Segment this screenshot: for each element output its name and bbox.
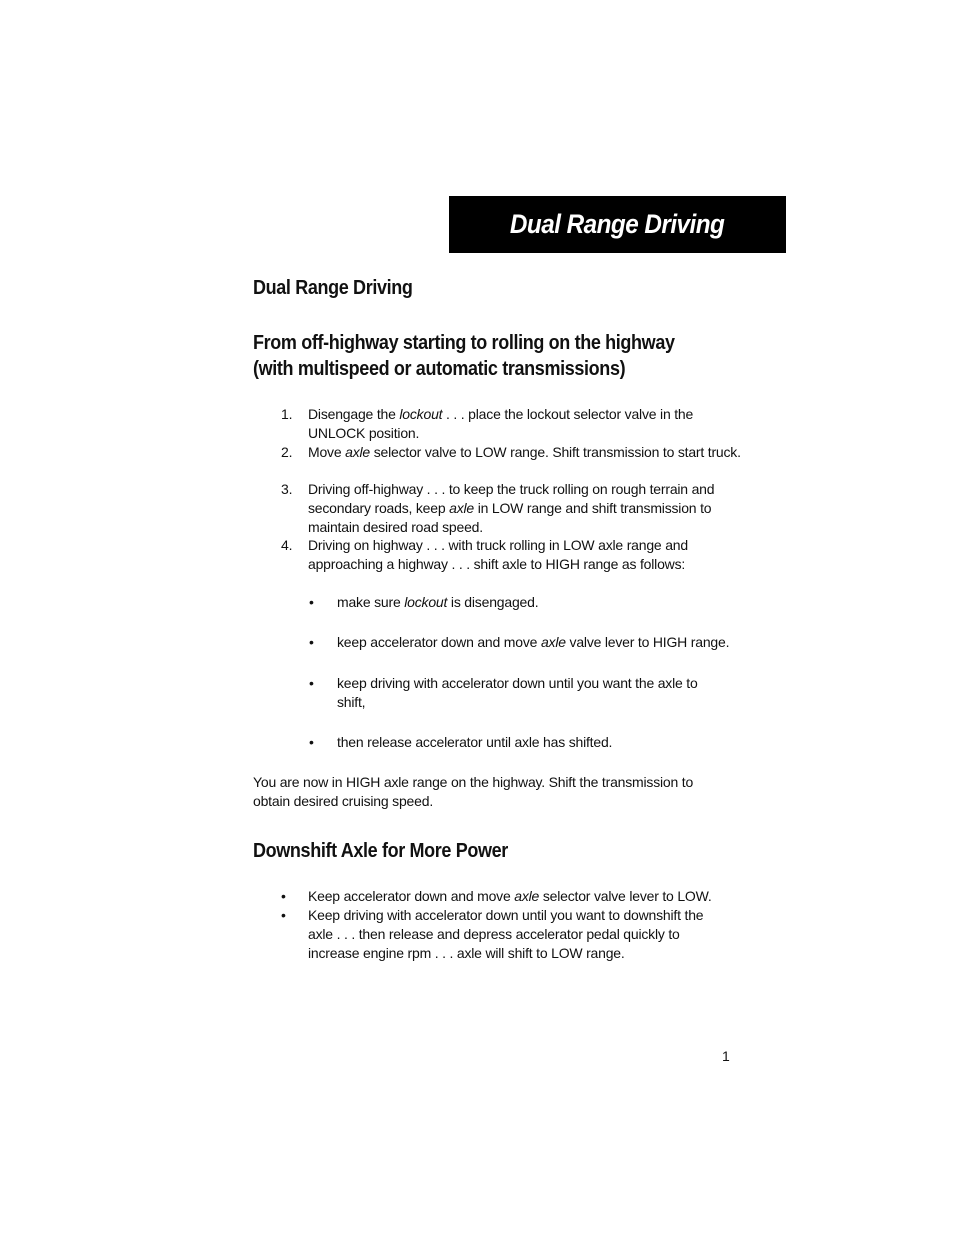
- step-emphasis: axle: [449, 500, 475, 516]
- bullet-marker: •: [309, 594, 314, 610]
- bullet-marker: •: [281, 888, 286, 904]
- bullet-text: Keep driving with accelerator down until you want to downshift the axle . . . then release and depress accelerator pedal quickly to increase engine rpm . . . axle will shift to LOW range.: [308, 907, 704, 961]
- subsection-title: [253, 330, 675, 382]
- step-item-2: [281, 443, 741, 462]
- step-number: 3.: [281, 481, 293, 497]
- sub-bullet-item-2: [309, 633, 749, 652]
- sub-bullet-item-3: [309, 674, 719, 712]
- downshift-title: Downshift Axle for More Power: [253, 840, 508, 862]
- downshift-bullet-item-2: [281, 906, 726, 963]
- bullet-emphasis: lockout: [404, 594, 448, 610]
- bullet-emphasis: axle: [514, 888, 540, 904]
- bullet-text: make sure lockout is disengaged.: [337, 594, 539, 610]
- bullet-text: Keep accelerator down and move axle selector valve lever to LOW.: [308, 888, 712, 904]
- step-item-1: [281, 405, 741, 443]
- bullet-emphasis: axle: [540, 634, 566, 650]
- step-emphasis: axle: [345, 444, 371, 460]
- bullet-marker: •: [309, 675, 314, 691]
- bullet-marker: •: [309, 634, 314, 650]
- step-item-3: [281, 480, 741, 537]
- step-text: Driving off-highway . . . to keep the truck rolling on rough terrain and secondary roads, keep axle in LOW range and shift transmission to maintain desired road speed.: [308, 481, 715, 535]
- bullet-text: keep driving with accelerator down until you want the axle to shift,: [337, 675, 698, 710]
- step-number: 1.: [281, 406, 293, 422]
- chapter-title: Dual Range Driving: [510, 209, 725, 239]
- summary-paragraph: You are now in HIGH axle range on the highway. Shift the transmission to obtain desired cruising speed.: [253, 774, 694, 809]
- bullet-text: then release accelerator until axle has shifted.: [337, 734, 613, 750]
- sub-bullet-item-1: [309, 593, 749, 612]
- chapter-title-bar: [449, 196, 786, 253]
- step-number: 4.: [281, 537, 293, 553]
- bullet-text: keep accelerator down and move axle valve lever to HIGH range.: [337, 634, 730, 650]
- sub-bullet-item-4: [309, 733, 749, 752]
- step-emphasis: lockout: [399, 406, 443, 422]
- step-number: 2.: [281, 444, 293, 460]
- subsection-title-line2: (with multispeed or automatic transmissions): [253, 358, 626, 380]
- bullet-marker: •: [309, 734, 314, 750]
- bullet-marker: •: [281, 907, 286, 923]
- step-text: Driving on highway . . . with truck rolling in LOW axle range and approaching a highway . . . shift axle to HIGH range as follows:: [308, 537, 688, 572]
- downshift-bullet-item-1: [281, 887, 741, 906]
- step-text: Move axle selector valve to LOW range. Shift transmission to start truck.: [308, 444, 741, 460]
- subsection-title-line1: From off-highway starting to rolling on the highway: [253, 332, 675, 354]
- page-number: 1: [722, 1048, 730, 1064]
- step-item-4: [281, 536, 741, 574]
- section-title: Dual Range Driving: [253, 277, 413, 299]
- step-text: Disengage the lockout . . . place the lockout selector valve in the UNLOCK position.: [308, 406, 694, 441]
